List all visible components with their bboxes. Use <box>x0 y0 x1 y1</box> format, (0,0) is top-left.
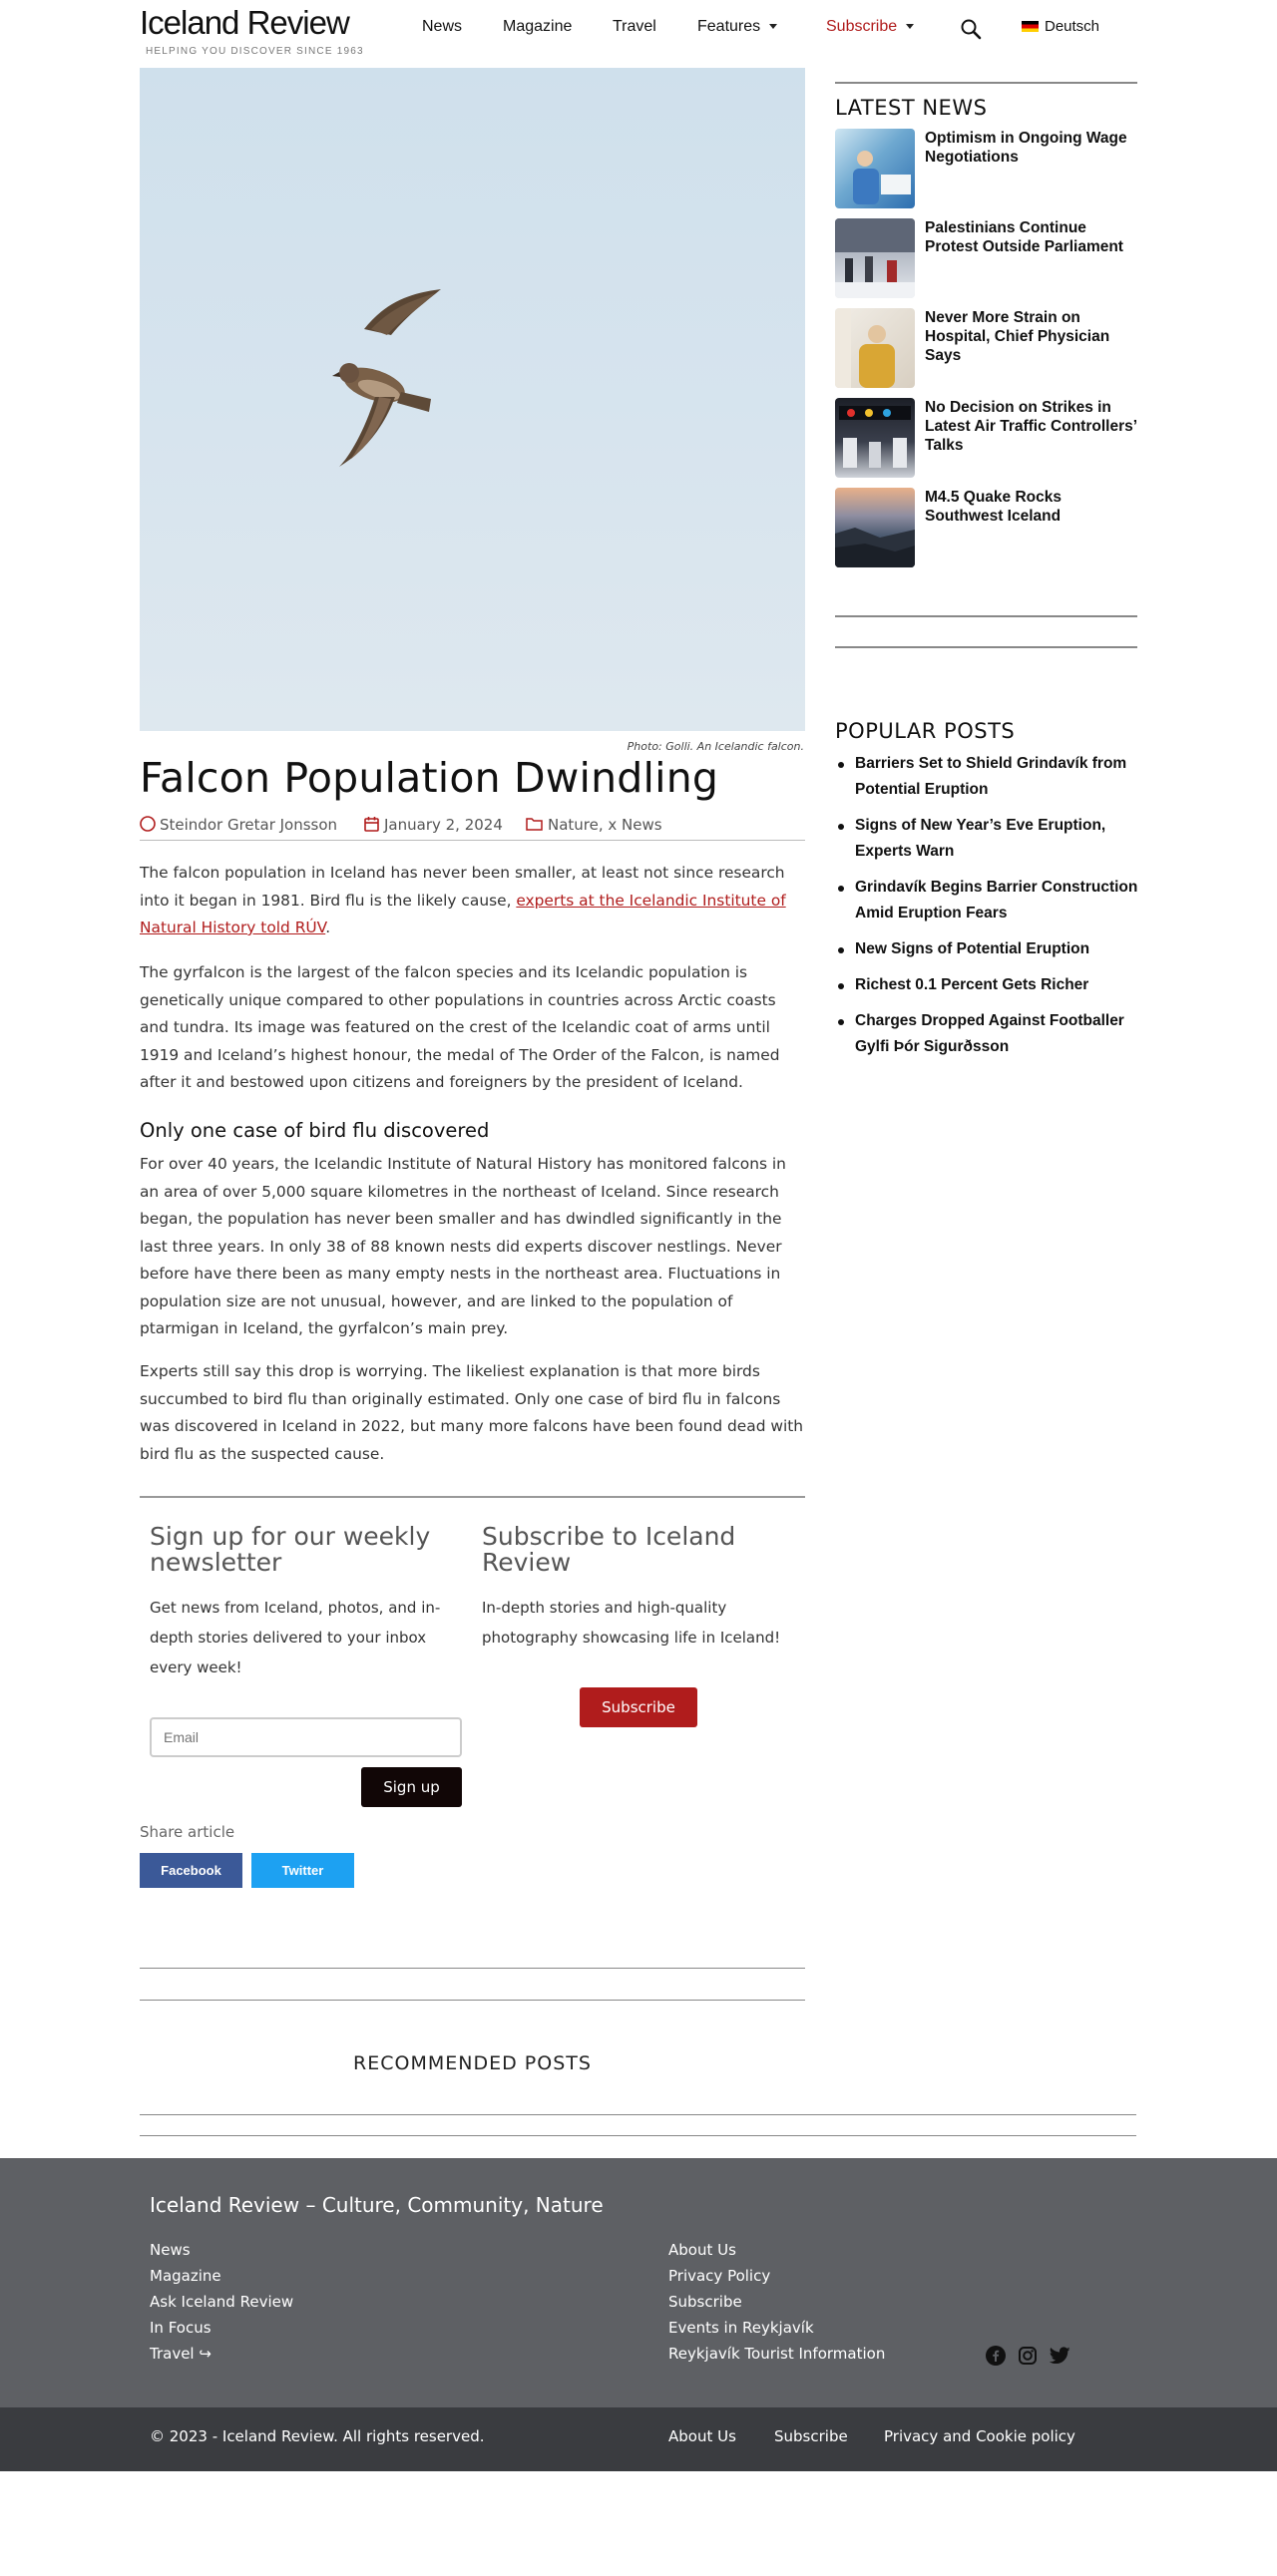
footer-link-events[interactable]: Events in Reykjavík <box>668 2319 814 2337</box>
footer-link-news[interactable]: News <box>150 2241 191 2259</box>
search-icon[interactable] <box>960 18 982 40</box>
ruv-source-link[interactable]: experts at the Icelandic Institute of Natural History told RÚV <box>140 891 786 936</box>
meta-divider <box>140 840 805 841</box>
share-label: Share article <box>140 1823 235 1841</box>
sidebar-divider <box>835 82 1137 84</box>
nav-magazine[interactable]: Magazine <box>503 18 573 35</box>
site-tagline: HELPING YOU DISCOVER SINCE 1963 <box>146 46 364 57</box>
footer-link-privacy-policy[interactable]: Privacy Policy <box>668 2267 771 2285</box>
newsletter-text: Get news from Iceland, photos, and in-depth stories delivered to your inbox every week! <box>150 1599 441 1676</box>
news-thumbnail-image <box>835 308 915 388</box>
folder-icon <box>526 817 543 831</box>
popular-posts-heading: POPULAR POSTS <box>835 719 1016 743</box>
nav-subscribe-label: Subscribe <box>826 18 898 35</box>
article-paragraph-4: Experts still say this drop is worrying. The likeliest explanation is that more birds succumbed to bird flu than originally estimated. Only one case of bird flu in falcons was discovered in Iceland in 2022, but many more falcons have been found dead with bird flu as the suspected cause. <box>140 1362 804 1463</box>
photo-caption: Photo: Golli. An Icelandic falcon. <box>627 740 804 753</box>
popular-post-item[interactable]: Charges Dropped Against Footballer Gylfi Þór Sigurðsson <box>835 1008 1139 1060</box>
share-twitter-button[interactable]: Twitter <box>251 1853 354 1888</box>
news-item-title[interactable]: M4.5 Quake Rocks Southwest Iceland <box>925 489 1062 525</box>
news-thumbnail[interactable] <box>835 129 915 208</box>
nav-travel[interactable]: Travel <box>613 18 656 35</box>
subscribe-button[interactable]: Subscribe <box>580 1687 697 1727</box>
twitter-icon[interactable] <box>1050 2347 1070 2365</box>
section-divider <box>140 2000 805 2001</box>
subscribe-text: In-depth stories and high-quality photography showcasing life in Iceland! <box>482 1599 781 1647</box>
popular-posts-list <box>835 751 1139 1070</box>
footer-link-about-us[interactable]: About Us <box>668 2241 736 2259</box>
popular-post-item[interactable]: New Signs of Potential Eruption <box>835 936 1139 962</box>
footer-links-col-1 <box>150 2237 449 2367</box>
footer-link-in-focus[interactable]: In Focus <box>150 2319 212 2337</box>
sidebar-divider <box>835 646 1137 648</box>
section-divider <box>140 2135 1136 2136</box>
latest-news-heading: LATEST NEWS <box>835 96 988 120</box>
footer-title: Iceland Review – Culture, Community, Nature <box>150 2193 604 2217</box>
share-facebook-button[interactable]: Facebook <box>140 1853 242 1888</box>
language-label: Deutsch <box>1045 18 1100 35</box>
news-thumbnail[interactable] <box>835 218 915 298</box>
footer-link-travel[interactable]: Travel ↪ <box>150 2345 212 2363</box>
chevron-down-icon <box>906 24 914 29</box>
calendar-icon <box>364 816 379 832</box>
news-thumbnail[interactable] <box>835 488 915 567</box>
popular-post-item[interactable]: Barriers Set to Shield Grindavík from Potential Eruption <box>835 751 1139 803</box>
site-logo[interactable]: Iceland Review <box>140 4 349 41</box>
categories-text: Nature, x News <box>548 816 662 834</box>
bottom-link-about-us[interactable]: About Us <box>668 2427 736 2445</box>
article-paragraph-3: For over 40 years, the Icelandic Institute of Natural History has monitored falcons in an area of over 5,000 square kilometres in the northeast of Iceland. Since research began, the population has never been smaller and has dwindled significantly in the last three years. In only 38 of 88 known nests did experts discover nestlings. Never before have there been as many empty nests in the northeast area. Fluctuations in population size are not unusual, however, and are linked to the population of ptarmigan in Iceland, the gyrfalcon’s main prey. <box>140 1155 786 1337</box>
nav-subscribe[interactable] <box>826 18 914 36</box>
section-divider <box>140 1496 805 1498</box>
article-paragraph-2: The gyrfalcon is the largest of the falcon species and its Icelandic population is genetically unique compared to other populations in countries across Arctic coasts and tundra. Its image was featured on the crest of the Icelandic coat of arms until 1919 and Iceland’s highest honour, the medal of The Order of the Falcon, is named after it and bestowed upon citizens and foreigners by the president of Iceland. <box>140 963 780 1091</box>
popular-post-item[interactable]: Signs of New Year’s Eve Eruption, Experts Warn <box>835 813 1139 865</box>
footer-link-subscribe[interactable]: Subscribe <box>668 2293 742 2311</box>
article-subheading: Only one case of bird flu discovered <box>140 1119 490 1142</box>
newsletter-title: Sign up for our weekly newsletter <box>150 1522 431 1577</box>
bottom-link-privacy-cookie[interactable]: Privacy and Cookie policy <box>884 2427 1075 2445</box>
sign-up-button[interactable]: Sign up <box>361 1767 462 1807</box>
news-thumbnail[interactable] <box>835 398 915 478</box>
article-title: Falcon Population Dwindling <box>140 754 719 802</box>
news-item-title[interactable]: Never More Strain on Hospital, Chief Physician Says <box>925 309 1110 364</box>
chevron-down-icon <box>769 24 777 29</box>
footer-links-col-2 <box>668 2237 968 2367</box>
article-date <box>364 816 503 834</box>
bottom-link-subscribe[interactable]: Subscribe <box>774 2427 848 2445</box>
popular-post-item[interactable]: Grindavík Begins Barrier Construction Amid Eruption Fears <box>835 875 1139 926</box>
subscribe-title: Subscribe to Iceland Review <box>482 1522 736 1577</box>
paragraph-text: The falcon population in Iceland has never been smaller, at least not since research into it began in 1981. Bird flu is the likely cause, <box>140 864 785 910</box>
footer-link-ask-iceland-review[interactable]: Ask Iceland Review <box>150 2293 294 2311</box>
copyright-text: © 2023 - Iceland Review. All rights reserved. <box>150 2427 485 2445</box>
footer-link-magazine[interactable]: Magazine <box>150 2267 221 2285</box>
nav-news[interactable]: News <box>422 18 463 35</box>
news-item-title[interactable]: Optimism in Ongoing Wage Negotiations <box>925 130 1127 166</box>
language-switcher[interactable] <box>1022 18 1099 35</box>
nav-features-label: Features <box>697 18 761 35</box>
instagram-icon[interactable] <box>1018 2346 1038 2366</box>
news-thumbnail-image <box>835 218 915 298</box>
hero-image <box>140 68 805 731</box>
news-thumbnail-image <box>835 488 915 567</box>
nav-features[interactable] <box>697 18 777 36</box>
facebook-icon[interactable] <box>986 2346 1006 2366</box>
german-flag-icon <box>1022 21 1039 32</box>
author-name: Steindor Gretar Jonsson <box>160 816 338 834</box>
news-thumbnail-image <box>835 398 915 478</box>
falcon-illustration <box>140 68 805 731</box>
email-field[interactable] <box>150 1717 462 1757</box>
recommended-heading: RECOMMENDED POSTS <box>353 2052 592 2074</box>
article-categories[interactable] <box>526 816 662 834</box>
news-item-title[interactable]: No Decision on Strikes in Latest Air Traffic Controllers’ Talks <box>925 399 1137 454</box>
user-icon <box>140 816 156 832</box>
news-thumbnail-image <box>835 129 915 208</box>
sidebar-divider <box>835 615 1137 617</box>
article-author[interactable] <box>140 816 337 834</box>
news-thumbnail[interactable] <box>835 308 915 388</box>
news-item-title[interactable]: Palestinians Continue Protest Outside Parliament <box>925 219 1123 255</box>
paragraph-text: . <box>325 919 331 936</box>
date-text: January 2, 2024 <box>384 816 503 834</box>
section-divider <box>140 1968 805 1969</box>
article-paragraph-1 <box>140 860 805 942</box>
footer-link-tourist-info[interactable]: Reykjavík Tourist Information <box>668 2345 886 2363</box>
section-divider <box>140 2114 1136 2115</box>
popular-post-item[interactable]: Richest 0.1 Percent Gets Richer <box>835 972 1139 998</box>
